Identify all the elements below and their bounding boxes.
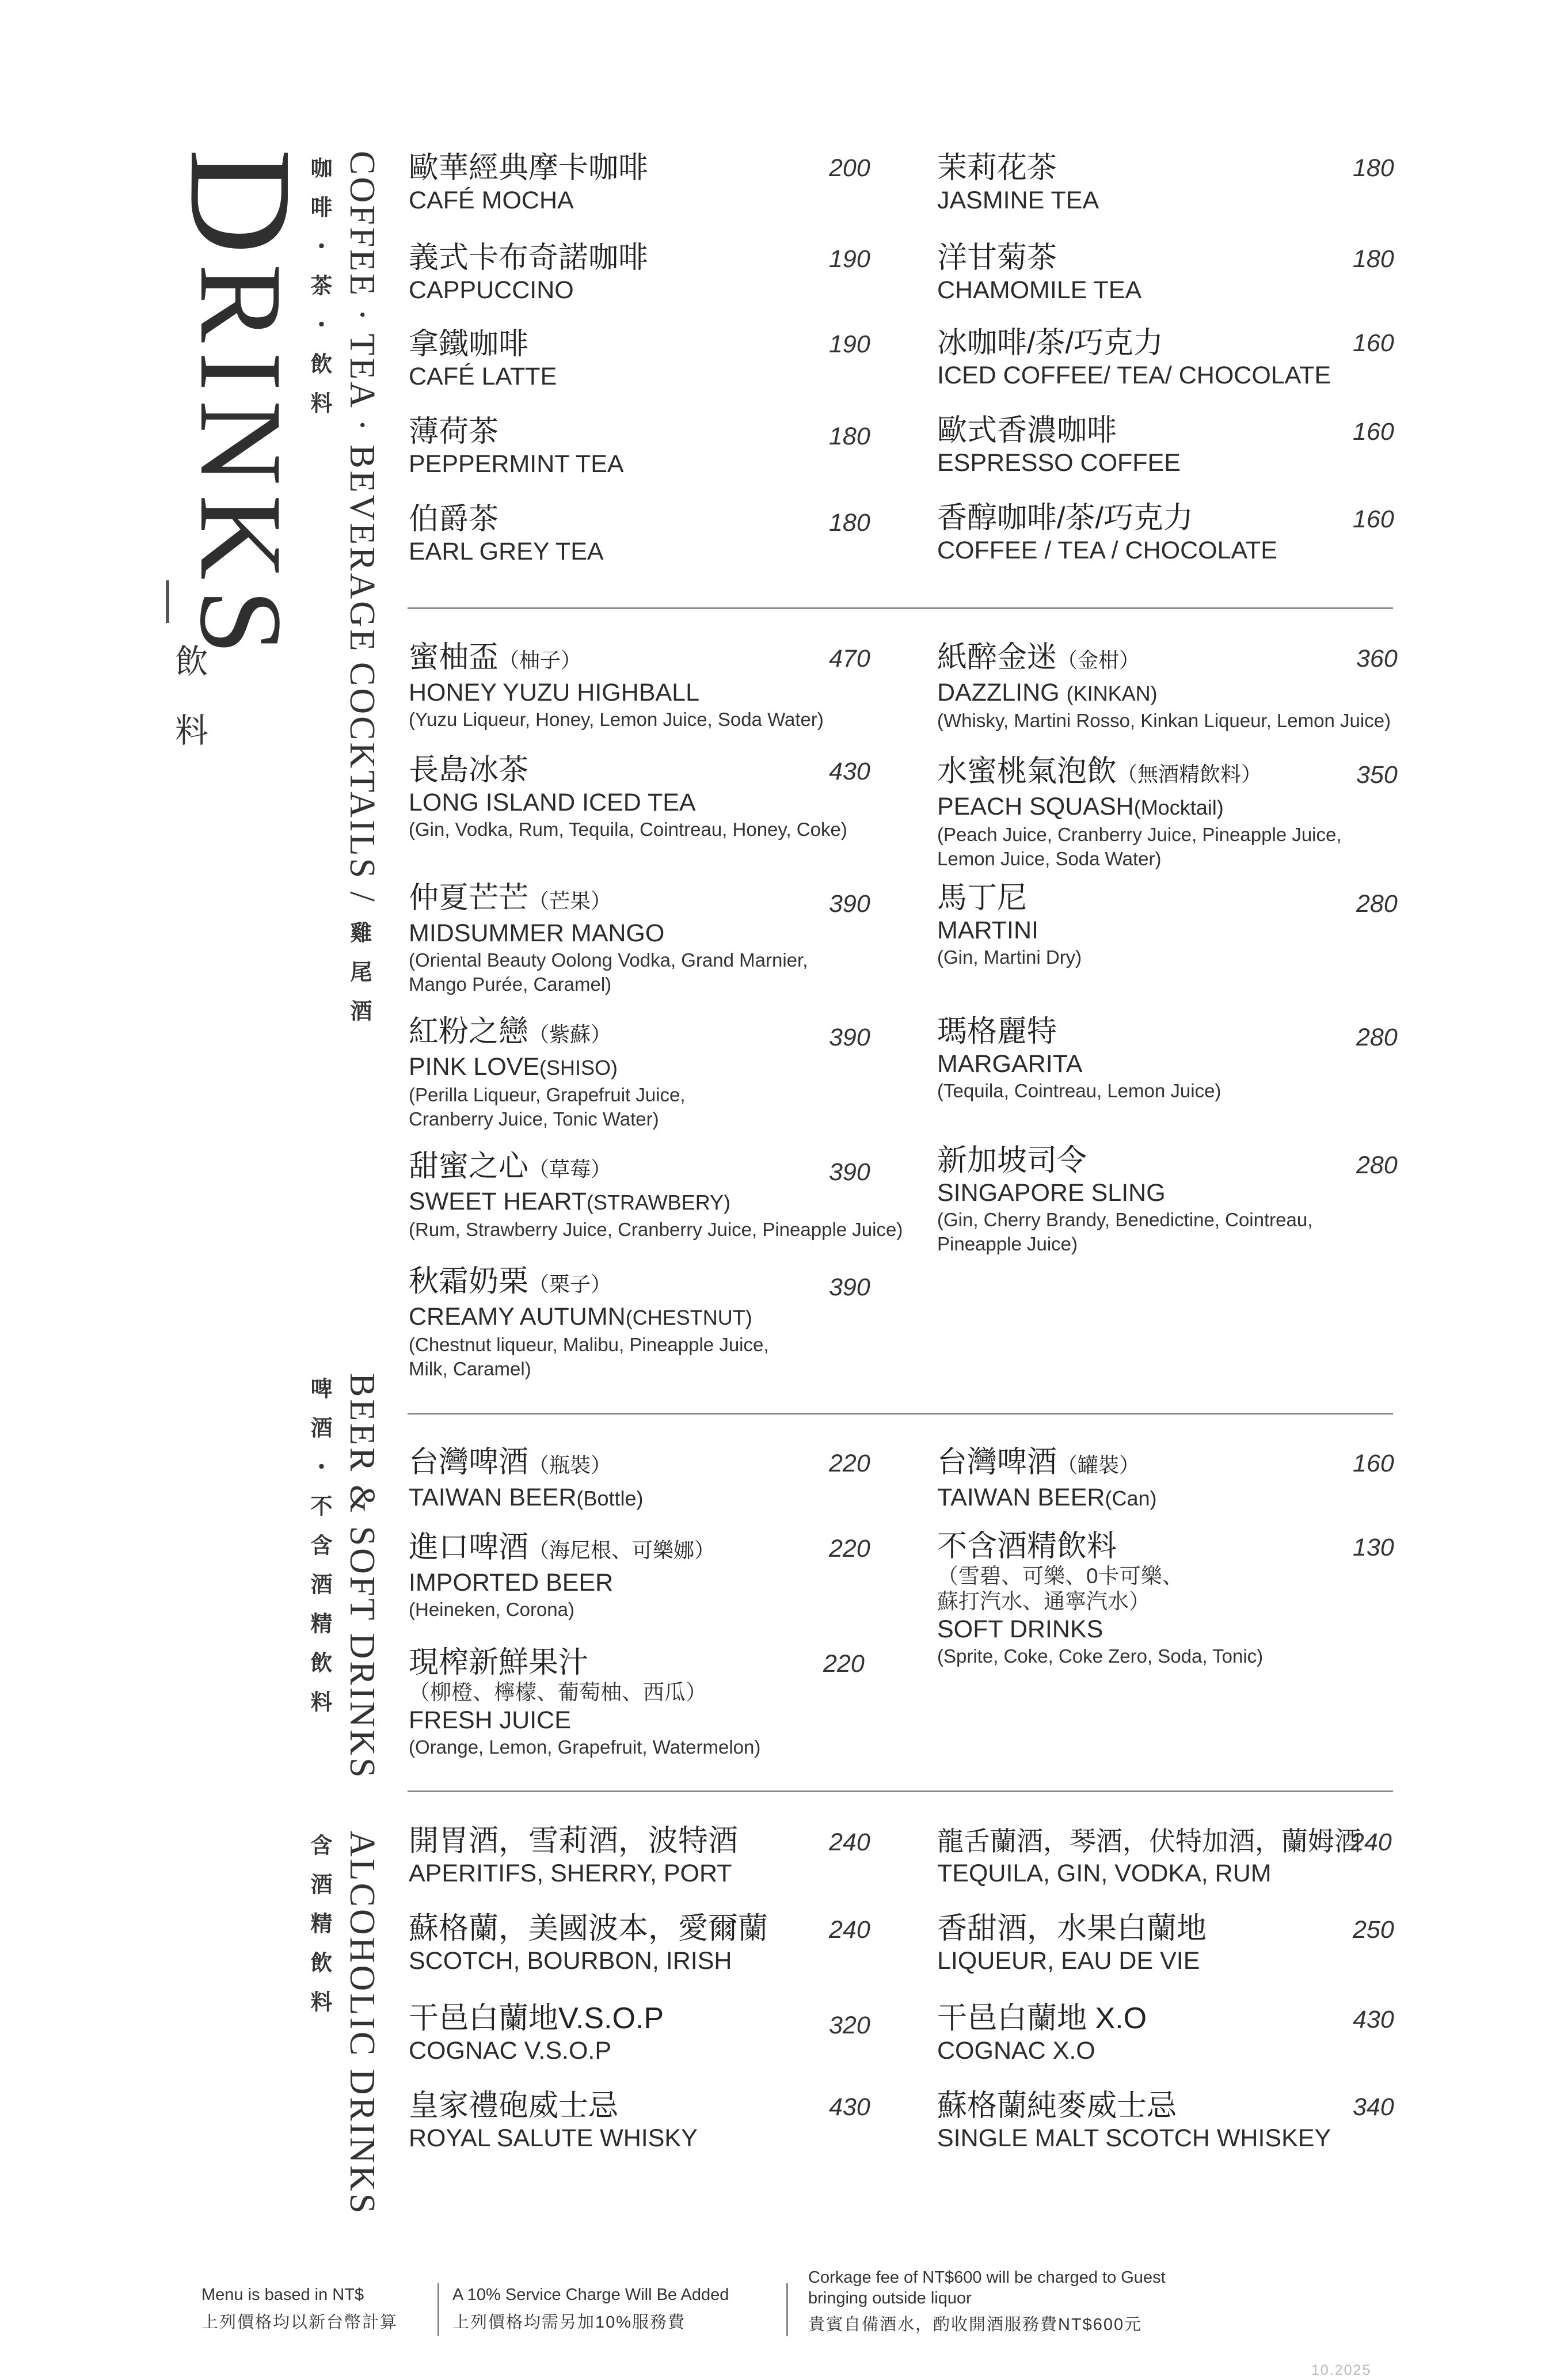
item-price: 130 xyxy=(1353,1534,1394,1561)
footer-note-en: Corkage fee of NT$600 will be charged to Guest xyxy=(808,2268,1166,2287)
item-name-en: DAZZLING xyxy=(937,679,1060,706)
item-ingredients: (Gin, Cherry Brandy, Benedictine, Cointreau, xyxy=(937,1209,1313,1230)
item-price: 390 xyxy=(829,1024,870,1051)
item-price: 340 xyxy=(1353,2093,1394,2121)
section-alcohol-zh: 含酒精飲料 xyxy=(307,1834,333,2029)
page-title-initial: D xyxy=(159,149,322,264)
item-price: 430 xyxy=(1353,2006,1394,2033)
section-beer-zh: 啤酒・不含酒精飲料 xyxy=(307,1377,333,1729)
item-name-zh: 新加坡司令 xyxy=(937,1144,1087,1177)
item-name-en: PEPPERMINT TEA xyxy=(409,450,624,478)
item-name-en: PINK LOVE xyxy=(409,1053,540,1081)
item-name-zh: 干邑白蘭地V.S.O.P xyxy=(409,2002,664,2035)
section-beer-en: BEER & SOFT DRINKS xyxy=(343,1373,382,1780)
item-note-zh: （草莓） xyxy=(528,1157,612,1181)
item-name-en: LIQUEUR, EAU DE VIE xyxy=(937,1947,1200,1975)
item-ingredients: (Whisky, Martini Rosso, Kinkan Liqueur, Lemon Juice) xyxy=(937,710,1391,731)
footer-divider xyxy=(786,2283,788,2336)
menu-item xyxy=(937,2001,1147,2066)
item-name-en: SCOTCH, BOURBON, IRISH xyxy=(409,1947,732,1975)
item-name-en: MIDSUMMER MANGO xyxy=(409,919,665,947)
item-price: 180 xyxy=(829,509,870,537)
menu-item xyxy=(937,1529,1263,1668)
menu-item xyxy=(409,151,648,215)
item-ingredients: (Chestnut liqueur, Malibu, Pineapple Juice, xyxy=(409,1334,769,1355)
menu-item xyxy=(409,1911,768,1976)
menu-item xyxy=(937,241,1141,305)
item-name-zh: 紙醉金迷 xyxy=(937,641,1057,674)
item-name-zh: 開胃酒，雪莉酒，波特酒 xyxy=(409,1824,739,1858)
item-ingredients: (Yuzu Liqueur, Honey, Lemon Juice, Soda Water) xyxy=(409,709,824,730)
item-ingredients: (Perilla Liqueur, Grapefruit Juice, xyxy=(409,1084,686,1105)
item-subtitle-zh: （雪碧、可樂、0卡可樂、 xyxy=(937,1564,1184,1588)
item-note-zh: （金柑） xyxy=(1057,648,1140,672)
item-name-zh: 紅粉之戀 xyxy=(409,1015,529,1048)
item-name-zh: 甜蜜之心 xyxy=(409,1150,529,1183)
item-name-zh: 蜜柚盃 xyxy=(409,641,499,674)
item-price: 160 xyxy=(1353,1450,1394,1477)
item-name-en: ICED COFFEE/ TEA/ CHOCOLATE xyxy=(937,362,1331,389)
menu-item xyxy=(937,1824,1361,1888)
item-name-en: APERITIFS, SHERRY, PORT xyxy=(409,1860,732,1887)
item-name-en: CAPPUCCINO xyxy=(409,276,574,304)
item-name-zh: 蘇格蘭純麥威士忌 xyxy=(937,2089,1177,2123)
item-name-zh: 薄荷茶 xyxy=(409,415,499,448)
item-name-en: IMPORTED BEER xyxy=(409,1569,614,1596)
item-name-en: TAIWAN BEER xyxy=(409,1484,577,1511)
item-name-en: HONEY YUZU HIGHBALL xyxy=(409,679,699,706)
item-note-en: (KINKAN) xyxy=(1066,682,1158,705)
item-ingredients: (Tequila, Cointreau, Lemon Juice) xyxy=(937,1080,1221,1101)
item-note-en: (STRAWBERY) xyxy=(587,1191,731,1214)
item-price: 160 xyxy=(1353,505,1394,533)
item-name-en: CREAMY AUTUMN xyxy=(409,1303,626,1330)
item-name-en: FRESH JUICE xyxy=(409,1706,571,1734)
item-name-zh: 仲夏芒芒 xyxy=(409,881,529,915)
item-name-en: TAIWAN BEER xyxy=(937,1484,1105,1511)
menu-item xyxy=(937,1014,1221,1103)
footer-currency-note xyxy=(201,2284,398,2333)
menu-item xyxy=(409,2089,698,2153)
menu-item xyxy=(937,501,1277,565)
item-name-zh: 伯爵茶 xyxy=(409,503,499,536)
item-name-zh: 瑪格麗特 xyxy=(937,1015,1057,1048)
item-name-zh: 茉莉花茶 xyxy=(937,151,1057,185)
item-name-zh: 皇家禮砲威士忌 xyxy=(409,2089,619,2123)
item-note-zh: （紫蘇） xyxy=(528,1022,612,1046)
menu-item xyxy=(409,881,808,997)
menu-item xyxy=(937,1445,1157,1514)
menu-item xyxy=(409,1645,760,1759)
footer-divider xyxy=(437,2283,439,2336)
item-note-en: (SHISO) xyxy=(539,1056,618,1079)
item-note-en: (Mocktail) xyxy=(1133,796,1224,819)
item-name-en: MARGARITA xyxy=(937,1050,1083,1078)
item-note-zh: （柚子） xyxy=(498,648,582,672)
footer-note-en: bringing outside liquor xyxy=(808,2289,972,2307)
footer-corkage-note xyxy=(808,2267,1166,2335)
item-name-en: CHAMOMILE TEA xyxy=(937,276,1142,304)
item-price: 160 xyxy=(1353,329,1394,357)
menu-item xyxy=(409,753,847,842)
item-name-en: ESPRESSO COFFEE xyxy=(937,449,1181,477)
item-name-zh: 拿鐵咖啡 xyxy=(409,328,529,361)
item-name-en: TEQUILA, GIN, VODKA, RUM xyxy=(937,1860,1272,1887)
item-ingredients: (Orange, Lemon, Grapefruit, Watermelon) xyxy=(409,1736,761,1758)
item-ingredients: (Heineken, Corona) xyxy=(409,1599,574,1620)
item-price: 320 xyxy=(829,2012,870,2039)
item-name-zh: 水蜜桃氣泡飲 xyxy=(937,755,1117,788)
menu-item xyxy=(409,502,604,567)
item-price: 390 xyxy=(829,1158,870,1186)
item-subtitle-zh: 蘇打汽水、通寧汽水） xyxy=(937,1590,1150,1613)
menu-item xyxy=(937,881,1082,970)
item-price: 250 xyxy=(1353,1916,1394,1944)
item-name-zh: 進口啤酒 xyxy=(409,1531,529,1564)
menu-item xyxy=(409,241,648,305)
item-name-en: CAFÉ LATTE xyxy=(409,363,557,390)
item-subtitle-zh: （柳橙、檸檬、葡萄柚、西瓜） xyxy=(409,1681,707,1704)
item-ingredients: (Oriental Beauty Oolong Vodka, Grand Marnier, xyxy=(409,949,808,971)
footer-note-zh: 上列價格均需另加10%服務費 xyxy=(452,2313,686,2332)
item-price: 200 xyxy=(829,154,870,182)
item-price: 430 xyxy=(829,758,870,785)
item-name-en: COGNAC V.S.O.P xyxy=(409,2037,612,2065)
footer-note-en: Menu is based in NT$ xyxy=(201,2286,364,2304)
section-coffee-en: COFFEE · TEA · BEVERAGE xyxy=(343,151,382,653)
item-price: 180 xyxy=(1353,245,1394,273)
item-name-en: SOFT DRINKS xyxy=(937,1615,1103,1643)
item-ingredients: (Peach Juice, Cranberry Juice, Pineapple Juice, xyxy=(937,824,1342,845)
item-price: 470 xyxy=(829,645,870,672)
item-price: 280 xyxy=(1356,890,1398,918)
footer-note-en: A 10% Service Charge Will Be Added xyxy=(452,2286,729,2304)
item-price: 190 xyxy=(829,245,870,273)
menu-item xyxy=(409,1824,738,1888)
item-price: 190 xyxy=(829,330,870,358)
item-note-zh: （芒果） xyxy=(528,889,612,913)
item-name-en: SINGAPORE SLING xyxy=(937,1179,1166,1207)
item-note-en: (Bottle) xyxy=(576,1486,644,1510)
section-cocktails-en: COCKTAILS / xyxy=(343,662,382,904)
item-note-en: (Can) xyxy=(1105,1486,1157,1510)
item-note-zh: （無酒精飲料） xyxy=(1117,762,1262,786)
page-title-zh: 飲料 xyxy=(169,644,208,782)
item-name-zh: 不含酒精飲料 xyxy=(937,1530,1117,1563)
item-price: 240 xyxy=(829,1916,870,1944)
item-price: 240 xyxy=(829,1828,870,1856)
item-name-zh: 馬丁尼 xyxy=(937,881,1028,915)
item-name-zh: 現榨新鮮果汁 xyxy=(409,1646,589,1679)
item-name-en: PEACH SQUASH xyxy=(937,793,1134,820)
item-price: 280 xyxy=(1356,1024,1398,1051)
item-name-zh: 義式卡布奇諾咖啡 xyxy=(409,241,649,275)
item-name-en: COGNAC X.O xyxy=(937,2037,1095,2065)
section-divider xyxy=(408,1790,1393,1792)
item-name-zh: 冰咖啡/茶/巧克力 xyxy=(937,326,1163,360)
item-note-zh: （瓶裝） xyxy=(528,1453,612,1477)
menu-item xyxy=(937,2089,1331,2153)
menu-date: 10.2025 xyxy=(1311,2362,1372,2378)
item-name-zh: 長島冰茶 xyxy=(409,754,529,787)
item-name-zh: 台灣啤酒 xyxy=(409,1446,529,1479)
menu-item xyxy=(409,1264,769,1381)
item-name-en: EARL GREY TEA xyxy=(409,538,604,565)
footer-service-note xyxy=(452,2284,729,2333)
title-divider xyxy=(166,580,169,623)
section-alcohol-en: ALCOHOLIC DRINKS xyxy=(343,1831,382,2216)
item-ingredients: (Gin, Vodka, Rum, Tequila, Cointreau, Honey, Coke) xyxy=(409,819,847,840)
item-price: 350 xyxy=(1356,761,1398,789)
item-ingredients: Cranberry Juice, Tonic Water) xyxy=(409,1108,659,1130)
section-divider xyxy=(408,1413,1393,1415)
item-name-en: ROYAL SALUTE WHISKY xyxy=(409,2124,698,2152)
item-ingredients: Milk, Caramel) xyxy=(409,1358,531,1379)
item-name-en: COFFEE / TEA / CHOCOLATE xyxy=(937,537,1277,564)
item-name-en: CAFÉ MOCHA xyxy=(409,187,574,214)
menu-item xyxy=(937,754,1342,871)
menu-item xyxy=(937,413,1181,478)
item-price: 390 xyxy=(829,1273,870,1301)
menu-item xyxy=(409,415,624,479)
section-divider xyxy=(408,607,1393,609)
item-name-en: SWEET HEART xyxy=(409,1188,587,1215)
item-price: 220 xyxy=(829,1535,870,1562)
item-ingredients: Pineapple Juice) xyxy=(937,1233,1078,1254)
item-price: 180 xyxy=(829,423,870,450)
item-name-en: JASMINE TEA xyxy=(937,187,1099,214)
item-name-zh: 蘇格蘭，美國波本，愛爾蘭 xyxy=(409,1912,768,1945)
item-name-zh: 洋甘菊茶 xyxy=(937,241,1057,275)
menu-item xyxy=(409,1014,686,1131)
item-note-zh: （罐裝） xyxy=(1057,1453,1140,1477)
menu-item xyxy=(409,1445,644,1514)
menu-item xyxy=(409,1530,715,1622)
item-price: 360 xyxy=(1356,645,1398,672)
item-name-zh: 干邑白蘭地 X.O xyxy=(937,2002,1147,2035)
footer-note-zh: 貴賓自備酒水，酌收開酒服務費NT$600元 xyxy=(808,2316,1143,2334)
item-ingredients: (Rum, Strawberry Juice, Cranberry Juice, Pineapple Juice) xyxy=(409,1219,903,1240)
menu-item xyxy=(937,1143,1312,1256)
item-name-zh: 龍舌蘭酒，琴酒，伏特加酒，蘭姆酒 xyxy=(937,1826,1361,1856)
menu-item xyxy=(937,1911,1207,1976)
item-note-zh: （海尼根、可樂娜） xyxy=(528,1538,716,1562)
footer-note-zh: 上列價格均以新台幣計算 xyxy=(201,2313,398,2332)
menu-item xyxy=(937,640,1391,733)
item-name-zh: 香醇咖啡/茶/巧克力 xyxy=(937,501,1193,535)
item-price: 220 xyxy=(829,1450,870,1477)
item-name-zh: 歐式香濃咖啡 xyxy=(937,414,1117,447)
item-ingredients: (Gin, Martini Dry) xyxy=(937,946,1082,968)
item-name-zh: 台灣啤酒 xyxy=(937,1446,1057,1479)
item-price: 220 xyxy=(823,1650,865,1678)
item-price: 160 xyxy=(1353,418,1394,446)
menu-item xyxy=(409,327,557,391)
item-note-zh: （栗子） xyxy=(528,1272,612,1296)
item-price: 180 xyxy=(1353,154,1394,182)
menu-item xyxy=(409,640,824,732)
item-name-en: MARTINI xyxy=(937,917,1038,944)
page-title-rest: RINKS xyxy=(176,264,306,664)
item-ingredients: Lemon Juice, Soda Water) xyxy=(937,848,1162,869)
menu-item xyxy=(937,326,1331,390)
menu-item xyxy=(409,2001,664,2066)
item-price: 390 xyxy=(829,890,870,918)
item-price: 430 xyxy=(829,2093,870,2121)
item-name-en: SINGLE MALT SCOTCH WHISKEY xyxy=(937,2124,1331,2152)
section-cocktails-zh: 雞尾酒 xyxy=(347,921,372,1039)
item-ingredients: (Sprite, Coke, Coke Zero, Soda, Tonic) xyxy=(937,1645,1264,1667)
item-name-zh: 香甜酒，水果白蘭地 xyxy=(937,1912,1207,1945)
item-price: 240 xyxy=(1350,1828,1392,1856)
item-price: 280 xyxy=(1356,1151,1398,1179)
section-coffee-zh: 咖啡・茶・飲料 xyxy=(307,157,333,431)
item-note-en: (CHESTNUT) xyxy=(625,1306,752,1329)
menu-item xyxy=(937,151,1099,215)
item-name-zh: 秋霜奶栗 xyxy=(409,1265,529,1298)
item-name-zh: 歐華經典摩卡咖啡 xyxy=(409,151,649,185)
item-name-en: LONG ISLAND ICED TEA xyxy=(409,789,696,816)
item-ingredients: Mango Purée, Caramel) xyxy=(409,974,612,995)
